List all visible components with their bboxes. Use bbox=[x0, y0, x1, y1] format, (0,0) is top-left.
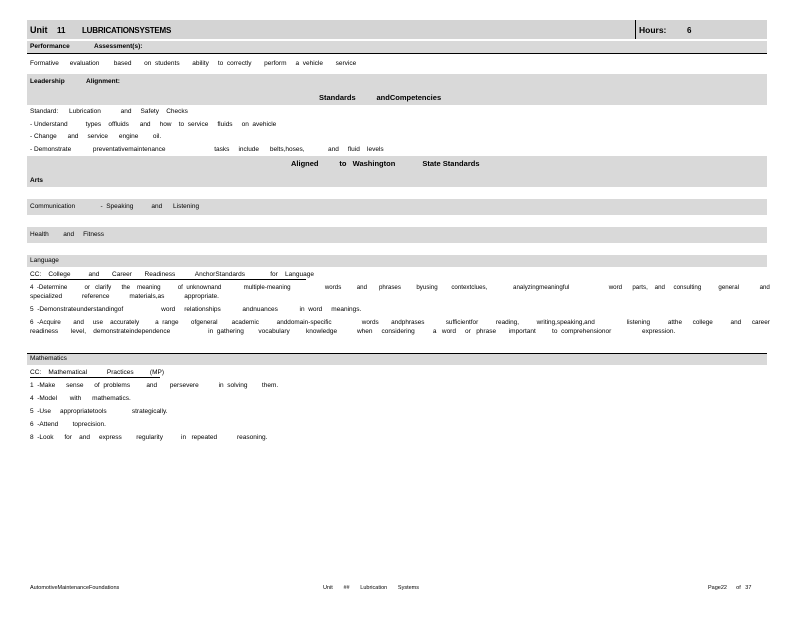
hours-value: 6 bbox=[687, 26, 692, 35]
mathematics-line-4: 6 -Attend toprecision. bbox=[30, 421, 106, 428]
unit-label: Unit bbox=[30, 25, 48, 35]
assessment-label: Assessment(s): bbox=[94, 43, 143, 50]
language-line-5: readiness level, demonstrateindependence in gathering vocabulary knowledge when considering a word or phrase important to comprehensionor expression. bbox=[30, 328, 676, 335]
mathematics-label: Mathematics bbox=[30, 355, 67, 362]
unit-number: 11 bbox=[57, 26, 66, 35]
language-line-1: 4 -Determine or clarify the meaning of unknownand multiple-meaning words and phrases byusing contextclues, analyzingmeaningful word parts, and consulting general and bbox=[30, 284, 770, 291]
footer-course-name: AutomotiveMaintenanceFoundations bbox=[30, 585, 120, 591]
standards-heading: Standards andCompetencies bbox=[319, 93, 442, 102]
mathematics-line-1: 1 -Make sense of problems and persevere in solving them. bbox=[30, 382, 279, 389]
aligned-heading: Aligned to Washington State Standards bbox=[291, 159, 480, 168]
leadership-label: Leadership bbox=[30, 78, 65, 85]
unit-title: LUBRICATIONSYSTEMS bbox=[82, 26, 172, 35]
health-label: Health and Fitness bbox=[30, 231, 105, 238]
mathematics-line-5: 8 -Look for and express regularity in repeated reasoning. bbox=[30, 434, 268, 441]
performance-rule bbox=[27, 53, 767, 54]
leadership-line-4: - Demonstrate preventativemaintenance tasks include belts,hoses, and fluid levels bbox=[30, 146, 384, 153]
language-anchor-underline bbox=[30, 279, 306, 280]
arts-label: Arts bbox=[30, 177, 44, 184]
mathematics-anchor: CC: Mathematical Practices (MP) bbox=[30, 369, 164, 376]
mathematics-anchor-underline bbox=[30, 377, 160, 378]
footer-page-number: Page22 of 37 bbox=[708, 585, 752, 591]
performance-text: Formative evaluation based on students ability to correctly perform a vehicle service bbox=[30, 60, 357, 67]
language-line-2: specialized reference materials,as appropriate. bbox=[30, 293, 219, 300]
footer-unit-name: Unit ## Lubrication Systems bbox=[323, 585, 419, 591]
health-bar bbox=[27, 227, 767, 243]
leadership-line-1: Standard: Lubrication and Safety Checks bbox=[30, 108, 188, 115]
alignment-label: Alignment: bbox=[86, 78, 120, 85]
language-line-4: 6 -Acquire and use accurately a range ofgeneral academic anddomain-specific words andphrases sufficientfor reading, writing,speaking,and listening atthe college and career bbox=[30, 319, 770, 326]
language-label: Language bbox=[30, 257, 59, 264]
mathematics-bar bbox=[27, 353, 767, 365]
mathematics-line-2: 4 -Model with mathematics. bbox=[30, 395, 131, 402]
language-line-3: 5 -Demonstrateunderstandingof word relationships andnuances in word meanings. bbox=[30, 306, 362, 313]
leadership-line-3: - Change and service engine oil. bbox=[30, 133, 162, 140]
leadership-line-2: - Understand types offluids and how to service fluids on avehicle bbox=[30, 121, 277, 128]
language-anchor: CC: College and Career Readiness AnchorStandards for Language bbox=[30, 271, 314, 278]
header-divider bbox=[635, 20, 636, 39]
hours-label: Hours: bbox=[639, 25, 667, 35]
performance-label: Performance bbox=[30, 43, 70, 50]
language-bar bbox=[27, 255, 767, 267]
mathematics-line-3: 5 -Use appropriatetools strategically. bbox=[30, 408, 168, 415]
mathematics-rule bbox=[27, 353, 767, 354]
communication-label: Communication - Speaking and Listening bbox=[30, 203, 200, 210]
